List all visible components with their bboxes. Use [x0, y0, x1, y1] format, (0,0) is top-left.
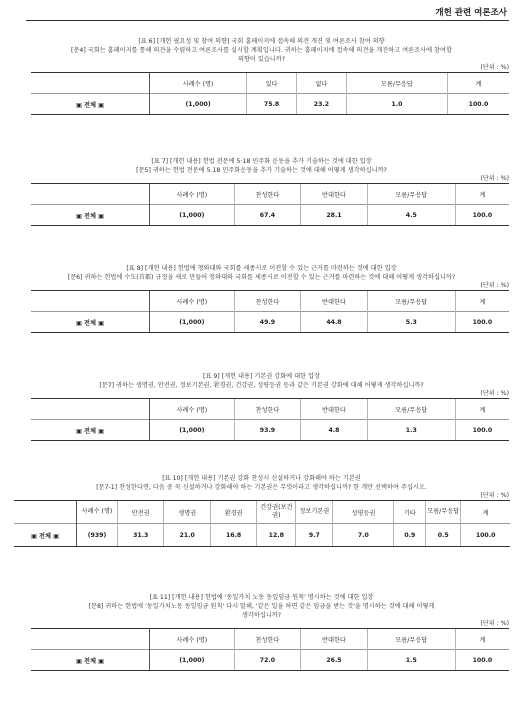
header-cell: 찬성한다 [234, 184, 301, 205]
table-section-6 [0, 37, 523, 115]
table-header-row [14, 501, 510, 524]
cell-value: 1.3 [367, 420, 455, 441]
header-cell: 계 [461, 501, 510, 524]
table-row [14, 524, 510, 547]
header-cell: 모름/무응답 [346, 73, 447, 94]
cell-value: 21.0 [164, 524, 210, 547]
header-cell: 계 [455, 629, 509, 650]
question-text-line2: 생각하십니까? [241, 612, 282, 619]
cell-value: 4.8 [301, 420, 368, 441]
data-table [31, 628, 509, 671]
table-section-7 [0, 157, 523, 226]
table-header-row [31, 629, 509, 650]
table-title: [표 8] [개헌 내용] 헌법에 청와대와 국회를 세종시로 이전할 수 있는 근거를 마련하는 것에 대한 입장 [126, 265, 397, 272]
header-cell: 찬성한다 [234, 399, 301, 420]
unit-label: (단위 : %) [480, 620, 509, 627]
unit-label: (단위 : %) [480, 175, 509, 182]
cell-value: 100.0 [461, 524, 510, 547]
cell-value: 100.0 [455, 420, 509, 441]
row-label: ▣ 전체 ▣ [31, 420, 150, 441]
header-cell: 모름/무응답 [426, 501, 461, 524]
table-row [31, 312, 509, 333]
header-cell: 사례수 (명) [150, 184, 235, 205]
row-label: ▣ 전체 ▣ [31, 205, 150, 226]
cell-value: 0.5 [426, 524, 461, 547]
question-text-line1: [문6] 귀하는 헌법에 수도(首都) 규정을 새로 만들어 청와대와 국회를 세종시로 이전할 수 있는 근거를 마련하는 것에 대해 어떻게 생각하십니까? [67, 274, 456, 281]
unit-label: (단위 : %) [480, 492, 509, 499]
unit-label: (단위 : %) [480, 282, 509, 289]
header-cell: 사례수 (명) [150, 73, 247, 94]
cell-value: (1,000) [150, 94, 247, 115]
cell-value: 16.8 [210, 524, 256, 547]
cell-value: 9.7 [296, 524, 333, 547]
table-header-row [31, 73, 509, 94]
header-cell: 계 [455, 184, 509, 205]
header-cell: 계 [455, 291, 509, 312]
header-cell: 사례수 (명) [150, 291, 235, 312]
cell-value: 67.4 [234, 205, 301, 226]
cell-value: 28.1 [301, 205, 368, 226]
question-text-line1: [문4] 국회는 홈페이지를 통해 의견을 수렴하고 여론조사를 실시할 계획입니다. 귀하는 홈페이지에 접속해 의견을 개진하고 여론조사에 참여할 [71, 47, 452, 54]
cell-value: 23.2 [297, 94, 347, 115]
header-cell: 정보기본권 [296, 501, 333, 524]
cell-value: 12.8 [257, 524, 296, 547]
header-cell: 사례수 (명) [77, 501, 118, 524]
header-cell-empty [31, 291, 150, 312]
page-header-title: 개헌 관련 여론조사 [435, 8, 507, 18]
header-cell: 없다 [297, 73, 347, 94]
question-text-line1: [문7-1] 찬성한다면, 다음 중 꼭 신설하거나 강화해야 하는 기본권은 무엇이라고 생각하십니까? 한 개만 선택하여 주십시오. [96, 484, 427, 491]
header-cell: 모름/무응답 [367, 291, 455, 312]
header-cell-empty [14, 501, 77, 524]
table-title: [표 7] [개헌 내용] 헌법 전문에 5·18 민주화 운동을 추가 기술하는 것에 대한 입장 [151, 158, 372, 165]
header-cell: 모름/무응답 [367, 629, 455, 650]
table-title: [표 11] [개헌 내용] 헌법에 '동일가치 노동 동일임금 원칙' 명시하는 것에 대한 입장 [149, 594, 374, 601]
cell-value: 1.0 [346, 94, 447, 115]
header-cell: 모름/무응답 [367, 399, 455, 420]
cell-value: 7.0 [333, 524, 394, 547]
header-cell: 안전권 [118, 501, 164, 524]
unit-label: (단위 : %) [480, 64, 509, 71]
row-label: ▣ 전체 ▣ [31, 650, 150, 671]
question-text-line2: 의향이 있습니까? [237, 56, 286, 63]
cell-value: (1,000) [150, 205, 235, 226]
table-title: [표 6] [개헌 필요성 및 참여 의향] 국회 홈페이지에 접속해 의견 개진 및 여론조사 참여 의향 [138, 38, 385, 45]
table-row [31, 650, 509, 671]
table-title: [표 10] [개헌 내용] 기본권 강화 찬성시 신설하거나 강화해야 하는 기본권 [162, 475, 361, 482]
header-cell: 찬성한다 [234, 629, 301, 650]
header-cell: 건강권(보건권) [257, 501, 296, 524]
header-cell: 기타 [394, 501, 426, 524]
cell-value: 100.0 [455, 312, 509, 333]
cell-value: 4.5 [367, 205, 455, 226]
cell-value: 93.9 [234, 420, 301, 441]
row-label: ▣ 전체 ▣ [31, 94, 150, 115]
data-table [31, 290, 509, 333]
table-header-row [31, 184, 509, 205]
table-section-10 [0, 474, 523, 547]
data-table [31, 72, 509, 115]
header-cell: 사례수 (명) [150, 629, 235, 650]
cell-value: 0.9 [394, 524, 426, 547]
header-cell: 반대한다 [301, 291, 368, 312]
cell-value: (1,000) [150, 420, 235, 441]
cell-value: (1,000) [150, 650, 235, 671]
cell-value: (1,000) [150, 312, 235, 333]
cell-value: 44.8 [301, 312, 368, 333]
table-row [31, 94, 509, 115]
table-title: [표 9] [개헌 내용] 기본권 강화에 대한 입장 [202, 373, 321, 380]
header-cell-empty [31, 73, 150, 94]
header-cell: 반대한다 [301, 629, 368, 650]
header-cell: 환경권 [210, 501, 256, 524]
header-cell: 반대한다 [301, 399, 368, 420]
data-table [14, 500, 510, 547]
header-cell: 있다 [247, 73, 297, 94]
header-cell-empty [31, 184, 150, 205]
table-header-row [31, 291, 509, 312]
question-text-line1: [문5] 귀하는 헌법 전문에 5.18 민주화운동을 추가 기술하는 것에 대해 어떻게 생각하십니까? [136, 167, 387, 174]
cell-value: 72.0 [234, 650, 301, 671]
row-label: ▣ 전체 ▣ [14, 524, 77, 547]
header-cell: 찬성한다 [234, 291, 301, 312]
cell-value: 5.3 [367, 312, 455, 333]
cell-value: (939) [77, 524, 118, 547]
cell-value: 49.9 [234, 312, 301, 333]
cell-value: 75.8 [247, 94, 297, 115]
cell-value: 26.5 [301, 650, 368, 671]
header-cell: 생명권 [164, 501, 210, 524]
table-section-8 [0, 264, 523, 333]
cell-value: 100.0 [455, 650, 509, 671]
header-cell-empty [31, 399, 150, 420]
header-divider [26, 20, 509, 21]
header-cell: 모름/무응답 [367, 184, 455, 205]
data-table [31, 398, 509, 441]
table-header-row [31, 399, 509, 420]
question-text-line1: [문7] 귀하는 생명권, 안전권, 정보기본권, 환경권, 건강권, 성평등권 등과 같은 기본권 강화에 대해 어떻게 생각하십니까? [99, 382, 424, 389]
header-cell: 반대한다 [301, 184, 368, 205]
table-row [31, 420, 509, 441]
cell-value: 100.0 [447, 94, 509, 115]
cell-value: 1.5 [367, 650, 455, 671]
table-row [31, 205, 509, 226]
table-section-11 [0, 593, 523, 671]
question-text-line1: [문8] 귀하는 헌법에 '동일가치노동 동일임금 원칙' 다시 말해, '같은 일을 하면 같은 임금을 받는 것'을 명시하는 것에 대해 어떻게 [88, 603, 435, 610]
unit-label: (단위 : %) [480, 390, 509, 397]
header-cell: 사례수 (명) [150, 399, 235, 420]
data-table [31, 183, 509, 226]
header-cell: 계 [455, 399, 509, 420]
header-cell: 성평등권 [333, 501, 394, 524]
cell-value: 100.0 [455, 205, 509, 226]
header-cell-empty [31, 629, 150, 650]
header-cell: 계 [447, 73, 509, 94]
cell-value: 31.3 [118, 524, 164, 547]
row-label: ▣ 전체 ▣ [31, 312, 150, 333]
table-section-9 [0, 372, 523, 441]
